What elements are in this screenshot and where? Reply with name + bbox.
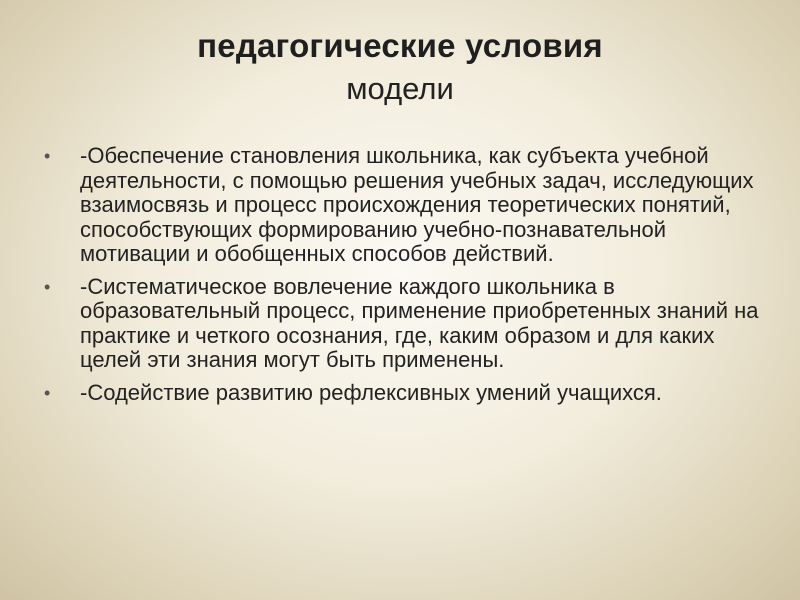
title-line-2: модели (346, 71, 454, 106)
bullet-dot-icon: • (44, 146, 51, 166)
bullet-item (44, 144, 764, 267)
bullet-text: -Систематическое вовлечение каждого школьника в образовательный процесс, применение приобретенных знаний на практике и четкого осознания, где, каким образом и для каких целей эти знания могут быть применены. (80, 273, 759, 372)
bullet-list (44, 144, 764, 413)
bullet-dot-icon: • (44, 276, 51, 297)
bullet-text: -Содействие развитию рефлексивных умений учащихся. (80, 379, 662, 405)
bullet-dot-icon: • (44, 382, 51, 403)
bullet-item (44, 381, 764, 406)
bullet-item (44, 275, 764, 373)
title-line-1: педагогические условия (197, 27, 603, 64)
bullet-text: -Обеспечение становления школьника, как субъекта учебной деятельности, с помощью решения учебных задач, исследующих взаимосвязь и процесс происхождения теоретических понятий, способствующих формированию учебно-познавательной мотивации и обобщенных способов действий. (80, 143, 754, 266)
slide-title (0, 24, 800, 110)
